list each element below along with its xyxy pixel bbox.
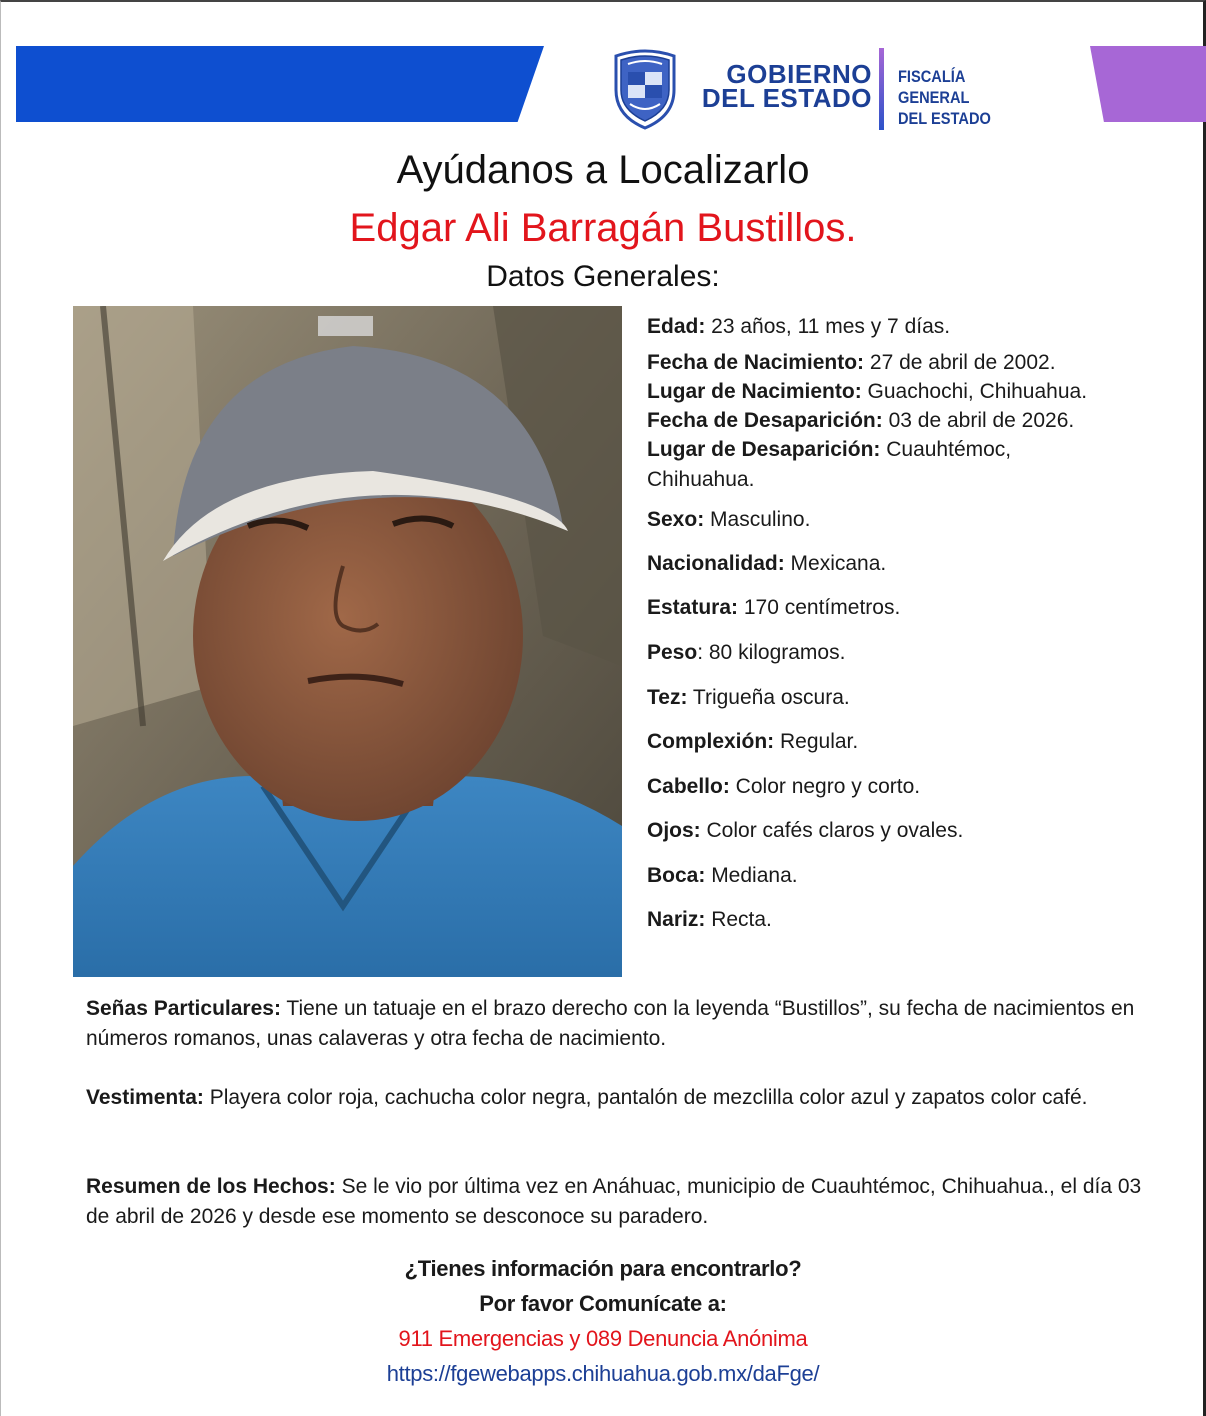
senas-particulares: Señas Particulares: Tiene un tatuaje en el brazo derecho con la leyenda “Bustillos”, su fecha de nacimientos en números romanos, unas calaveras y otra fecha de nacimiento. bbox=[86, 997, 1135, 1050]
footer-question: ¿Tienes información para encontrarlo? bbox=[404, 1256, 802, 1281]
fiscalia-line2: DEL ESTADO bbox=[898, 109, 991, 128]
header-blue-band bbox=[16, 46, 544, 122]
gobierno-logo-text bbox=[692, 59, 872, 113]
detail-estatura: Estatura: 170 centímetros. bbox=[647, 596, 901, 619]
detail-complexion: Complexión: Regular. bbox=[647, 730, 859, 753]
header-purple-band bbox=[1090, 46, 1206, 122]
detail-edad: Edad: 23 años, 11 mes y 7 días. bbox=[647, 315, 951, 338]
detail-sexo: Sexo: Masculino. bbox=[647, 508, 811, 531]
detail-tez: Tez: Trigueña oscura. bbox=[647, 686, 850, 709]
detail-lugar-desaparicion: Lugar de Desaparición: Cuauhtémoc, Chihuahua. bbox=[647, 438, 1012, 491]
fiscalia-line1: FISCALÍA GENERAL bbox=[898, 67, 970, 107]
resumen-hechos: Resumen de los Hechos: Se le vio por última vez en Anáhuac, municipio de Cuauhtémoc, Chihuahua., el día 03 de abril de 2026 y desde ese momento se desconoce su paradero. bbox=[86, 1175, 1142, 1228]
detail-nacionalidad: Nacionalidad: Mexicana. bbox=[647, 552, 887, 575]
detail-nariz: Nariz: Recta. bbox=[647, 908, 772, 931]
footer-url-link[interactable]: https://fgewebapps.chihuahua.gob.mx/daFge/ bbox=[386, 1361, 820, 1386]
detail-fecha-desaparicion: Fecha de Desaparición: 03 de abril de 2026. bbox=[647, 409, 1075, 432]
section-heading: Datos Generales: bbox=[486, 260, 720, 293]
person-photo bbox=[73, 306, 622, 977]
detail-cabello: Cabello: Color negro y corto. bbox=[647, 775, 921, 798]
detail-fecha-nacimiento: Fecha de Nacimiento: 27 de abril de 2002. bbox=[647, 351, 1056, 374]
missing-person-name: Edgar Ali Barragán Bustillos. bbox=[349, 206, 857, 250]
detail-lugar-nacimiento: Lugar de Nacimiento: Guachochi, Chihuahua. bbox=[647, 380, 1088, 403]
gobierno-line1: GOBIERNO bbox=[726, 59, 872, 89]
page-title: Ayúdanos a Localizarlo bbox=[396, 148, 810, 192]
footer-contact: Por favor Comunícate a: bbox=[479, 1291, 727, 1316]
detail-boca: Boca: Mediana. bbox=[647, 864, 798, 887]
gobierno-line2: DEL ESTADO bbox=[701, 83, 872, 113]
state-seal-icon bbox=[608, 46, 682, 130]
fiscalia-logo-text bbox=[898, 66, 1018, 129]
footer-phones: 911 Emergencias y 089 Denuncia Anónima bbox=[398, 1326, 808, 1351]
detail-peso: Peso: 80 kilogramos. bbox=[647, 641, 846, 664]
vestimenta: Vestimenta: Playera color roja, cachucha color negra, pantalón de mezclilla color azul y zapatos color café. bbox=[86, 1086, 1088, 1109]
detail-ojos: Ojos: Color cafés claros y ovales. bbox=[647, 819, 964, 842]
logo-divider bbox=[879, 48, 884, 130]
